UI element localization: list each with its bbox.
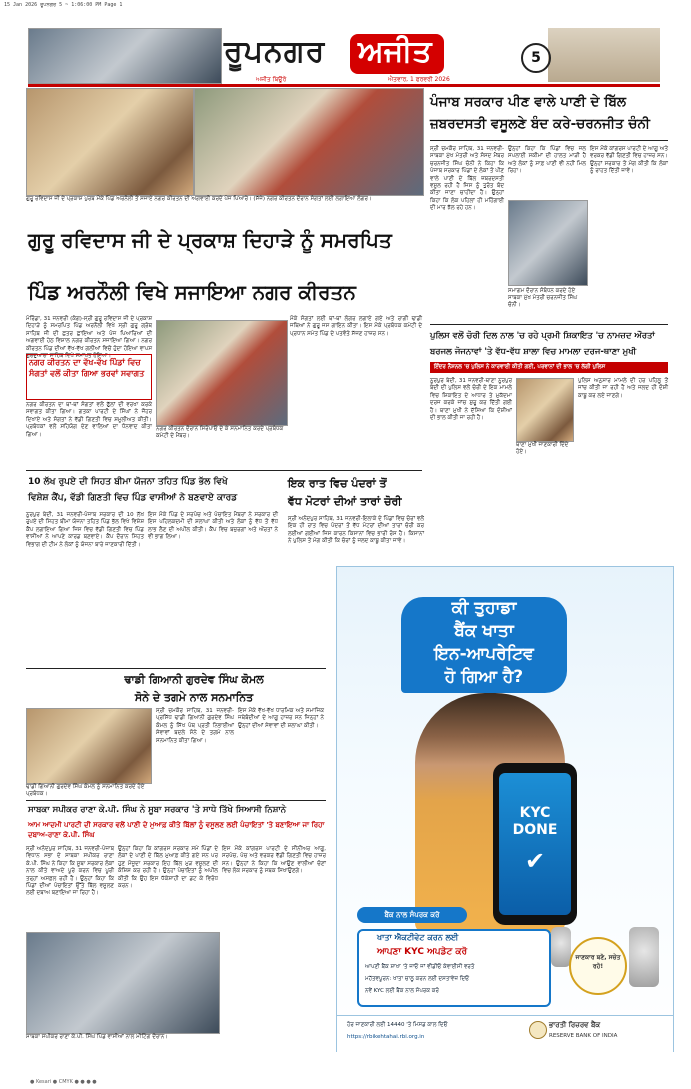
masthead-image-left	[28, 28, 222, 84]
article-body-police: ਨੂਰਪੁਰ ਬੇਦੀ, 31 ਜਨਵਰੀ-ਥਾਣਾ ਨੂਰਪੁਰ ਬੇਦੀ ਦੀ ਪੁਲਿਸ ਵਲੋਂ ਚੋਰੀ ਦੇ ਇਕ ਮਾਮਲੇ ਵਿਚ ਸ਼ਿਕਾਇਤ ਦੇ ਆਧਾਰ ਤੇ ਮੁਕੱਦਮਾ ਦਰਜ ਕਰਕੇ ਜਾਂਚ ਸ਼ੁਰੂ ਕਰ ਦਿੱਤੀ ਗਈ ਹੈ। ਥਾਣਾ ਮੁਖੀ ਨੇ ਦੱਸਿਆ ਕਿ ਦੋਸ਼ੀਆਂ ਦੀ ਭਾਲ ਕੀਤੀ ਜਾ ਰਹੀ ਹੈ।	[430, 378, 512, 422]
photo-channi	[508, 200, 588, 286]
ad-awareness-badge	[569, 937, 627, 995]
rule-channi	[430, 140, 668, 141]
article-body-police-col2: ਪੁਲਿਸ ਅਨੁਸਾਰ ਮਾਮਲੇ ਦੀ ਹਰ ਪਹਿਲੂ ਤੋਂ ਜਾਂਚ ਕੀਤੀ ਜਾ ਰਹੀ ਹੈ ਅਤੇ ਜਲਦ ਹੀ ਦੋਸ਼ੀ ਕਾਬੂ ਕਰ ਲਏ ਜਾਣਗੇ।	[578, 378, 668, 399]
headline-10lakh-2: ਵਿਸ਼ੇਸ਼ ਕੈਂਪ, ਵੱਡੀ ਗਿਣਤੀ ਵਿਚ ਪਿੰਡ ਵਾਸੀਆਂ ਨੇ ਬਣਵਾਏ ਕਾਰਡ	[28, 493, 238, 503]
headline-nagar-kirtan-2: ਪਿੰਡ ਅਰਨੌਲੀ ਵਿਖੇ ਸਜਾਇਆ ਨਗਰ ਕੀਰਤਨ	[28, 280, 356, 304]
ad-bullet-1: ਆਪਣੀ ਬੈਂਕ ਸ਼ਾਖਾ 'ਤੇ ਜਾਓ ਜਾਂ ਵੀਡੀਓ ਕੇਵਾਈਸੀ ਵਰਤੋ	[365, 964, 475, 970]
photo-caption-rana: ਸਾਬਕਾ ਸਪੀਕਰ ਰਾਣਾ ਕੇ.ਪੀ. ਸਿੰਘ ਪਿੰਡ ਵਾਸੀਆਂ ਨਾਲ ਮੀਟਿੰਗ ਦੌਰਾਨ।	[26, 1034, 168, 1040]
masthead-title-ajit: ਅਜੀਤ	[358, 34, 432, 69]
footer-strip-text: ● Kesari ● CMYK ● ● ● ●	[30, 1079, 97, 1085]
ad-footer-helpline: ਹੋਰ ਜਾਣਕਾਰੀ ਲਈ 14440 'ਤੇ ਮਿਸਡ ਕਾਲ ਦਿਓ	[347, 1022, 448, 1028]
headline-honor-2: ਸੋਨੇ ਦੇ ਤਗਮੇ ਨਾਲ ਸਨਮਾਨਿਤ	[134, 691, 254, 704]
rule-police-top	[430, 324, 668, 325]
headline-police-1: ਪੁਲਿਸ ਵਲੋਂ ਚੋਰੀ ਦਿਲ ਨਾਲ 'ਚ ਰਹੇ ਪ੍ਰਮੀ ਸ਼ਿਕਾਇਤ 'ਚ ਨਾਮਜ਼ਦ ਔਰਤਾਂ	[430, 331, 655, 341]
ad-question-line-1: ਕੀ ਤੁਹਾਡਾ	[451, 598, 517, 618]
rule-honor	[26, 668, 326, 669]
article-body-rana-col3: ਇਸ ਮੌਕੇ ਕਾਂਗਰਸ ਪਾਰਟੀ ਦੇ ਸੀਨੀਅਰ ਆਗੂ, ਸਰਪੰਚ, ਪੰਚ ਅਤੇ ਵਰਕਰ ਵੱਡੀ ਗਿਣਤੀ ਵਿਚ ਹਾਜ਼ਰ ਸਨ। ਉਨ੍ਹਾਂ ਨੇ ਕਿਹਾ ਕਿ ਆਉਣ ਵਾਲੀਆਂ ਚੋਣਾਂ ਵਿਚ ਲੋਕ ਸਰਕਾਰ ਨੂੰ ਸਬਕ ਸਿਖਾਉਣਗੇ।	[222, 846, 326, 875]
article-body-rana: ਸ੍ਰੀ ਅਨੰਦਪੁਰ ਸਾਹਿਬ, 31 ਜਨਵਰੀ-ਪੰਜਾਬ ਵਿਧਾਨ ਸਭਾ ਦੇ ਸਾਬਕਾ ਸਪੀਕਰ ਰਾਣਾ ਕੇ.ਪੀ. ਸਿੰਘ ਨੇ ਕਿਹਾ ਕਿ ਸੂਬਾ ਸਰਕਾਰ ਲੋਕਾਂ ਨਾਲ ਕੀਤੇ ਵਾਅਦੇ ਪੂਰੇ ਕਰਨ ਵਿਚ ਪੂਰੀ ਤਰ੍ਹਾਂ ਅਸਫ਼ਲ ਰਹੀ ਹੈ। ਉਨ੍ਹਾਂ ਕਿਹਾ ਕਿ ਪਿੰਡਾਂ ਦੀਆਂ ਪੰਚਾਇਤਾਂ ਉੱਤੇ ਬਿੱਲ ਵਸੂਲਣ ਲਈ ਦਬਾਅ ਬਣਾਇਆ ਜਾ ਰਿਹਾ ਹੈ।	[26, 846, 114, 897]
ad-awareness-text: ਜਾਣਕਾਰ ਬਣੋ, ਸਚੇਤ ਰਹੋ!	[575, 954, 621, 970]
ad-bullet-2: ਮਹੱਤਵਪੂਰਨ: ਖਾਤਾ ਚਾਲੂ ਕਰਨ ਲਈ ਦਸਤਾਵੇਜ਼ ਦਿਓ	[365, 976, 470, 982]
ad-rbi-name-en: RESERVE BANK OF INDIA	[549, 1033, 618, 1039]
article-body-theft: ਸ੍ਰੀ ਅਨੰਦਪੁਰ ਸਾਹਿਬ, 31 ਜਨਵਰੀ-ਇਲਾਕੇ ਦੇ ਪਿੰਡਾਂ ਵਿਚ ਚੋਰਾਂ ਵਲੋਂ ਇਕ ਹੀ ਰਾਤ ਵਿਚ ਪੰਦਰਾਂ ਤੋਂ ਵੱਧ ਮੋਟਰਾਂ ਦੀਆਂ ਤਾਰਾਂ ਚੋਰੀ ਕਰ ਲਈਆਂ ਗਈਆਂ ਜਿਸ ਕਾਰਨ ਕਿਸਾਨਾਂ ਵਿਚ ਭਾਰੀ ਰੋਸ ਹੈ। ਕਿਸਾਨਾਂ ਨੇ ਪੁਲਿਸ ਤੋਂ ਮੰਗ ਕੀਤੀ ਕਿ ਚੋਰਾਂ ਨੂੰ ਜਲਦ ਕਾਬੂ ਕੀਤਾ ਜਾਵੇ।	[288, 516, 424, 545]
article-body-nagar-kirtan: ਮੋਰਿੰਡਾ, 31 ਜਨਵਰੀ (ਕੰਗ)-ਸ੍ਰੀ ਗੁਰੂ ਰਵਿਦਾਸ ਜੀ ਦੇ ਪ੍ਰਕਾਸ਼ ਦਿਹਾੜੇ ਨੂੰ ਸਮਰਪਿਤ ਪਿੰਡ ਅਰਨੌਲੀ ਵਿਖੇ ਸ੍ਰੀ ਗੁਰੂ ਗ੍ਰੰਥ ਸਾਹਿਬ ਜੀ ਦੀ ਛਤਰ ਛਾਇਆ ਅਤੇ ਪੰਜ ਪਿਆਰਿਆਂ ਦੀ ਅਗਵਾਈ ਹੇਠ ਵਿਸ਼ਾਲ ਨਗਰ ਕੀਰਤਨ ਸਜਾਇਆ ਗਿਆ। ਨਗਰ ਕੀਰਤਨ ਪਿੰਡ ਦੀਆਂ ਵੱਖ-ਵੱਖ ਗਲੀਆਂ ਵਿਚੋਂ ਹੁੰਦਾ ਹੋਇਆ ਵਾਪਸ ਗੁਰਦੁਆਰਾ ਸਾਹਿਬ ਵਿਖੇ ਸਮਾਪਤ ਹੋਇਆ।	[26, 316, 152, 360]
headline-police-2: ਬਰਜਲ ਜੋਜਨਾਵਾਂ 'ਤੇ ਵੱਧ-ਵੱਧ ਸ਼ਾਲਾ ਵਿਚ ਮਾਮਲਾ ਦਰਜ-ਥਾਣਾ ਮੁਖੀ	[430, 347, 637, 357]
subpoint-nagar-kirtan: ਨਗਰ ਕੀਰਤਨ ਦਾ ਵੱਖ-ਵੱਖ ਪਿੰਡਾਂ ਵਿਚ ਸੰਗਤਾਂ ਵਲੋਂ ਕੀਤਾ ਗਿਆ ਭਰਵਾਂ ਸਵਾਗਤ	[26, 354, 152, 400]
photo-honor	[26, 708, 152, 784]
rule-rana	[26, 800, 326, 801]
redbar-police: ਇੰਦਰ ਨੈਸ਼ਨਲ 'ਚ ਪੁਲਿਸ ਨੇ ਕਾਰਵਾਈ ਕੀਤੀ ਗਈ, ਪਰਵਾਨਾਂ ਦੀ ਭਾਲ 'ਚ ਲੱਗੀ ਪੁਲਿਸ	[430, 362, 668, 373]
photo-caption-honor-gold: ਢਾਡੀ ਗਿਆਨੀ ਗੁਰਦੇਵ ਸਿੰਘ ਕੋਮਲ ਨੂੰ ਸਨਮਾਨਿਤ ਕਰਦੇ ਹੋਏ ਪ੍ਰਬੰਧਕ।	[26, 784, 145, 797]
ad-contact-bank-banner: ਬੈਂਕ ਨਾਲ ਸੰਪਰਕ ਕਰੋ	[357, 907, 467, 923]
footer-print-strip	[0, 1076, 687, 1089]
ad-coins-right	[629, 927, 659, 987]
check-icon: ✔	[524, 847, 546, 875]
ad-question-bubble	[401, 597, 567, 693]
article-body-10lakh-col2: ਇਸ ਮੌਕੇ ਪਿੰਡ ਦੇ ਸਰਪੰਚ ਅਤੇ ਪੰਚਾਇਤ ਮੈਂਬਰਾਂ ਨੇ ਸਰਕਾਰ ਦੀ ਇਸ ਪਹਿਲਕਦਮੀ ਦੀ ਸ਼ਲਾਘਾ ਕੀਤੀ ਅਤੇ ਲੋਕਾਂ ਨੂੰ ਵੱਧ ਤੋਂ ਵੱਧ ਲਾਭ ਲੈਣ ਦੀ ਅਪੀਲ ਕੀਤੀ। ਕੈਂਪ ਵਿਚ ਬਜ਼ੁਰਗਾਂ ਅਤੇ ਔਰਤਾਂ ਨੇ ਵੀ ਭਾਗ ਲਿਆ।	[148, 512, 278, 541]
article-body-honor: ਸ੍ਰੀ ਚਮਕੌਰ ਸਾਹਿਬ, 31 ਜਨਵਰੀ-ਪ੍ਰਸਿੱਧ ਢਾਡੀ ਗਿਆਨੀ ਗੁਰਦੇਵ ਸਿੰਘ ਕੋਮਲ ਨੂੰ ਸਿੱਖ ਪੰਥ ਪ੍ਰਤੀ ਨਿਭਾਈਆਂ ਸੇਵਾਵਾਂ ਬਦਲੇ ਸੋਨੇ ਦੇ ਤਗਮੇ ਨਾਲ ਸਨਮਾਨਿਤ ਕੀਤਾ ਗਿਆ।	[156, 708, 234, 744]
masthead-image-right	[548, 28, 660, 82]
headline-honor-1: ਢਾਡੀ ਗਿਆਨੀ ਗੁਰਦੇਵ ਸਿੰਘ ਕੋਮਲ	[124, 673, 264, 686]
masthead-date: ਐਤਵਾਰ, 1 ਫਰਵਰੀ 2026	[388, 76, 450, 83]
article-body-rana-col2: ਉਨ੍ਹਾਂ ਕਿਹਾ ਕਿ ਕਾਂਗਰਸ ਸਰਕਾਰ ਸਮੇਂ ਪਿੰਡਾਂ ਦੇ ਲੋਕਾਂ ਦੇ ਪਾਣੀ ਦੇ ਬਿੱਲ ਮੁਆਫ਼ ਕੀਤੇ ਗਏ ਸਨ ਪਰ ਹੁਣ ਮੌਜੂਦਾ ਸਰਕਾਰ ਇਹ ਬਿੱਲ ਮੁੜ ਵਸੂਲਣ ਦੀ ਕੋਸ਼ਿਸ਼ ਕਰ ਰਹੀ ਹੈ। ਉਨ੍ਹਾਂ ਪੰਚਾਇਤਾਂ ਨੂੰ ਅਪੀਲ ਕੀਤੀ ਕਿ ਉਹ ਇਸ ਧੱਕੇਸ਼ਾਹੀ ਦਾ ਡਟ ਕੇ ਵਿਰੋਧ ਕਰਨ।	[118, 846, 218, 890]
ad-rbi-name: ਭਾਰਤੀ ਰਿਜ਼ਰਵ ਬੈਂਕ	[549, 1021, 601, 1029]
headline-10lakh-1: 10 ਲੱਖ ਰੁਪਏ ਦੀ ਸਿਹਤ ਬੀਮਾ ਯੋਜਨਾ ਤਹਿਤ ਪਿੰਡ ਭੱਲ ਵਿਖੇ	[28, 477, 228, 487]
ad-bullet-3: ਨਵੇਂ KYC ਲਈ ਬੈਂਕ ਨਾਲ ਸੰਪਰਕ ਕਰੋ	[365, 988, 439, 994]
masthead	[28, 28, 660, 87]
ad-question-line-4: ਹੋ ਗਿਆ ਹੈ?	[444, 667, 524, 687]
photo-caption-honor: ਨਗਰ ਕੀਰਤਨ ਦੌਰਾਨ ਸਿਰੋਪਾਓ ਦੇ ਕੇ ਸਨਮਾਨਿਤ ਕਰਦੇ ਪ੍ਰਬੰਧਕ ਕਮੇਟੀ ਦੇ ਮੈਂਬਰ।	[156, 426, 284, 439]
headline-theft-2: ਵੱਧ ਮੋਟਰਾਂ ਦੀਆਂ ਤਾਰਾਂ ਚੋਰੀ	[288, 495, 402, 508]
ad-coins-left	[551, 927, 571, 967]
ad-question-line-3: ਇਨ-ਆਪਰੇਟਿਵ	[434, 644, 534, 664]
headline-channi-1: ਪੰਜਾਬ ਸਰਕਾਰ ਪੀਣ ਵਾਲੇ ਪਾਣੀ ਦੇ ਬਿੱਲ	[430, 94, 627, 110]
masthead-subtitle: ਅਜੀਤ ਬਿਊਰੋ	[256, 76, 287, 83]
photo-caption-channi: ਸਮਾਗਮ ਦੌਰਾਨ ਸੰਬੋਧਨ ਕਰਦੇ ਹੋਏ ਸਾਬਕਾ ਮੁੱਖ ਮੰਤਰੀ ਚਰਨਜੀਤ ਸਿੰਘ ਚੰਨੀ।	[508, 288, 578, 308]
ad-question-line-2: ਬੈਂਕ ਖਾਤਾ	[454, 621, 514, 641]
photo-caption-nagar-kirtan: ਗੁਰੂ ਰਵਿਦਾਸ ਜੀ ਦੇ ਪ੍ਰਕਾਸ਼ ਪੁਰਬ ਮੌਕੇ ਪਿੰਡ ਅਰਨੌਲੀ ਤੋਂ ਸਜਾਏ ਨਗਰ ਕੀਰਤਨ ਦੀ ਅਗਵਾਈ ਕਰਦੇ ਪੰਜ ਪਿਆਰੇ। (ਸੱਜੇ) ਨਗਰ ਕੀਰਤਨ ਦੌਰਾਨ ਸੰਗਤਾਂ ਲਈ ਲਗਾਇਆ ਲੰਗਰ।	[26, 196, 372, 202]
article-body-channi-col3: ਇਸ ਮੌਕੇ ਕਾਂਗਰਸ ਪਾਰਟੀ ਦੇ ਆਗੂ ਅਤੇ ਵਰਕਰ ਵੱਡੀ ਗਿਣਤੀ ਵਿਚ ਹਾਜ਼ਰ ਸਨ। ਉਨ੍ਹਾਂ ਸਰਕਾਰ ਤੋਂ ਮੰਗ ਕੀਤੀ ਕਿ ਲੋਕਾਂ ਨੂੰ ਰਾਹਤ ਦਿੱਤੀ ਜਾਵੇ।	[590, 146, 668, 175]
article-body-nagar-kirtan-cont: ਨਗਰ ਕੀਰਤਨ ਦਾ ਥਾਂ-ਥਾਂ ਸੰਗਤਾਂ ਵਲੋਂ ਫੁੱਲਾਂ ਦੀ ਵਰਖਾ ਕਰਕੇ ਸਵਾਗਤ ਕੀਤਾ ਗਿਆ। ਗਤਕਾ ਪਾਰਟੀ ਦੇ ਸਿੰਘਾਂ ਨੇ ਜੌਹਰ ਦਿਖਾਏ ਅਤੇ ਸੰਗਤਾਂ ਨੇ ਵੱਡੀ ਗਿਣਤੀ ਵਿਚ ਸ਼ਮੂਲੀਅਤ ਕੀਤੀ। ਪ੍ਰਬੰਧਕਾਂ ਵਲੋਂ ਸਹਿਯੋਗ ਦੇਣ ਵਾਲਿਆਂ ਦਾ ਧੰਨਵਾਦ ਕੀਤਾ ਗਿਆ।	[26, 402, 152, 438]
photo-nagar-kirtan-honor	[156, 320, 288, 426]
article-body-honor-col2: ਇਸ ਮੌਕੇ ਵੱਖ-ਵੱਖ ਧਾਰਮਿਕ ਅਤੇ ਸਮਾਜਿਕ ਜਥੇਬੰਦੀਆਂ ਦੇ ਆਗੂ ਹਾਜ਼ਰ ਸਨ ਜਿਨ੍ਹਾਂ ਨੇ ਉਨ੍ਹਾਂ ਦੀਆਂ ਸੇਵਾਵਾਂ ਦੀ ਸ਼ਲਾਘਾ ਕੀਤੀ।	[238, 708, 324, 729]
article-body-channi: ਸ੍ਰੀ ਚਮਕੌਰ ਸਾਹਿਬ, 31 ਜਨਵਰੀ-ਸਾਬਕਾ ਮੁੱਖ ਮੰਤਰੀ ਅਤੇ ਸੰਸਦ ਮੈਂਬਰ ਚਰਨਜੀਤ ਸਿੰਘ ਚੰਨੀ ਨੇ ਕਿਹਾ ਕਿ ਪੰਜਾਬ ਸਰਕਾਰ ਪਿੰਡਾਂ ਦੇ ਲੋਕਾਂ ਤੋਂ ਪੀਣ ਵਾਲੇ ਪਾਣੀ ਦੇ ਬਿੱਲ ਜ਼ਬਰਦਸਤੀ ਵਸੂਲ ਰਹੀ ਹੈ ਜਿਸ ਨੂੰ ਤੁਰੰਤ ਬੰਦ ਕੀਤਾ ਜਾਣਾ ਚਾਹੀਦਾ ਹੈ। ਉਨ੍ਹਾਂ ਕਿਹਾ ਕਿ ਲੋਕ ਪਹਿਲਾਂ ਹੀ ਮਹਿੰਗਾਈ ਦੀ ਮਾਰ ਝੱਲ ਰਹੇ ਹਨ।	[430, 146, 504, 212]
ad-box-title: ਖਾਤਾ ਐਕਟੀਵੇਟ ਕਰਨ ਲਈ	[377, 933, 459, 942]
headline-rana: ਸਾਬਕਾ ਸਪੀਕਰ ਰਾਣਾ ਕੇ.ਪੀ. ਸਿੰਘ ਨੇ ਸੂਬਾ ਸਰਕਾਰ 'ਤੇ ਸਾਧੇ ਤਿੱਖੇ ਸਿਆਸੀ ਨਿਸ਼ਾਨੇ	[28, 805, 287, 815]
masthead-title-rupnagar: ਰੂਪਨਗਰ	[224, 34, 326, 69]
photo-nagar-kirtan-1	[26, 88, 194, 196]
ad-footer-url[interactable]: https://rbikehtahai.rbi.org.in	[347, 1034, 425, 1040]
photo-rana	[26, 932, 220, 1034]
print-strip: 15 Jan 2026 ਰੂਪਨਗਰ 5 ~ 1:06:00 PM Page 1	[4, 2, 123, 8]
page-number: 5	[521, 43, 551, 73]
headline-nagar-kirtan-1: ਗੁਰੂ ਰਵਿਦਾਸ ਜੀ ਦੇ ਪ੍ਰਕਾਸ਼ ਦਿਹਾੜੇ ਨੂੰ ਸਮਰਪਿਤ	[28, 228, 392, 252]
article-body-10lakh: ਨੂਰਪੁਰ ਬੇਦੀ, 31 ਜਨਵਰੀ-ਪੰਜਾਬ ਸਰਕਾਰ ਦੀ 10 ਲੱਖ ਰੁਪਏ ਦੀ ਸਿਹਤ ਬੀਮਾ ਯੋਜਨਾ ਤਹਿਤ ਪਿੰਡ ਭੱਲ ਵਿਖੇ ਵਿਸ਼ੇਸ਼ ਕੈਂਪ ਲਗਾਇਆ ਗਿਆ ਜਿਸ ਵਿਚ ਵੱਡੀ ਗਿਣਤੀ ਵਿਚ ਪਿੰਡ ਵਾਸੀਆਂ ਨੇ ਆਪਣੇ ਕਾਰਡ ਬਣਵਾਏ। ਕੈਂਪ ਦੌਰਾਨ ਸਿਹਤ ਵਿਭਾਗ ਦੀ ਟੀਮ ਨੇ ਲੋਕਾਂ ਨੂੰ ਯੋਜਨਾ ਬਾਰੇ ਜਾਣਕਾਰੀ ਦਿੱਤੀ।	[26, 512, 144, 548]
article-body-channi-col2: ਉਨ੍ਹਾਂ ਕਿਹਾ ਕਿ ਪਿੰਡਾਂ ਵਿਚ ਜਲ ਸਪਲਾਈ ਸਕੀਮਾਂ ਦੀ ਹਾਲਤ ਮਾੜੀ ਹੈ ਅਤੇ ਲੋਕਾਂ ਨੂੰ ਸਾਫ਼ ਪਾਣੀ ਵੀ ਨਹੀਂ ਮਿਲ ਰਿਹਾ।	[508, 146, 586, 175]
ad-kyc-done-text: KYC DONE	[512, 805, 558, 838]
photo-caption-police: ਥਾਣਾ ਮੁਖੀ ਜਾਣਕਾਰੀ ਦਿੰਦੇ ਹੋਏ।	[516, 442, 569, 455]
headline-theft-1: ਇਕ ਰਾਤ ਵਿਚ ਪੰਦਰਾਂ ਤੋਂ	[288, 477, 387, 490]
article-body-nagar-kirtan-col3: ਮੌਕੇ ਸੰਗਤਾਂ ਲਈ ਥਾਂ-ਥਾਂ ਲੰਗਰ ਲਗਾਏ ਗਏ ਅਤੇ ਰਾਗੀ ਢਾਡੀ ਜਥਿਆਂ ਨੇ ਗੁਰੂ ਜਸ ਗਾਇਨ ਕੀਤਾ। ਇਸ ਮੌਕੇ ਪ੍ਰਬੰਧਕ ਕਮੇਟੀ ਦੇ ਪ੍ਰਧਾਨ ਸਮੇਤ ਪਿੰਡ ਦੇ ਪਤਵੰਤੇ ਸੱਜਣ ਹਾਜ਼ਰ ਸਨ।	[290, 316, 422, 337]
ad-phone-screen	[499, 773, 571, 915]
subpoint-rana: ਆਮ ਆਦਮੀ ਪਾਰਟੀ ਦੀ ਸਰਕਾਰ ਵਲੋਂ ਪਾਣੀ ਦੇ ਮੁਆਫ਼ ਕੀਤੇ ਬਿੱਲਾਂ ਨੂੰ ਵਸੂਲਣ ਲਈ ਪੰਚਾਇਤਾਂ 'ਤੇ ਬਣਾਇਆ ਜਾ ਰਿਹਾ ਦਬਾਅ-ਰਾਣਾ ਕੇ.ਪੀ. ਸਿੰਘ	[28, 821, 325, 839]
ad-box-subtitle: ਆਪਣਾ KYC ਅਪਡੇਟ ਕਰੋ	[377, 947, 468, 957]
advertisement-rbi-kyc[interactable]	[336, 566, 674, 1052]
photo-nagar-kirtan-2	[194, 88, 424, 196]
rule-10lakh	[26, 470, 422, 471]
headline-channi-2: ਜ਼ਬਰਦਸਤੀ ਵਸੂਲਣੇ ਬੰਦ ਕਰੇ-ਚਰਨਜੀਤ ਚੰਨੀ	[430, 116, 650, 132]
rbi-emblem-icon	[529, 1021, 547, 1039]
photo-police-officer	[516, 378, 574, 442]
